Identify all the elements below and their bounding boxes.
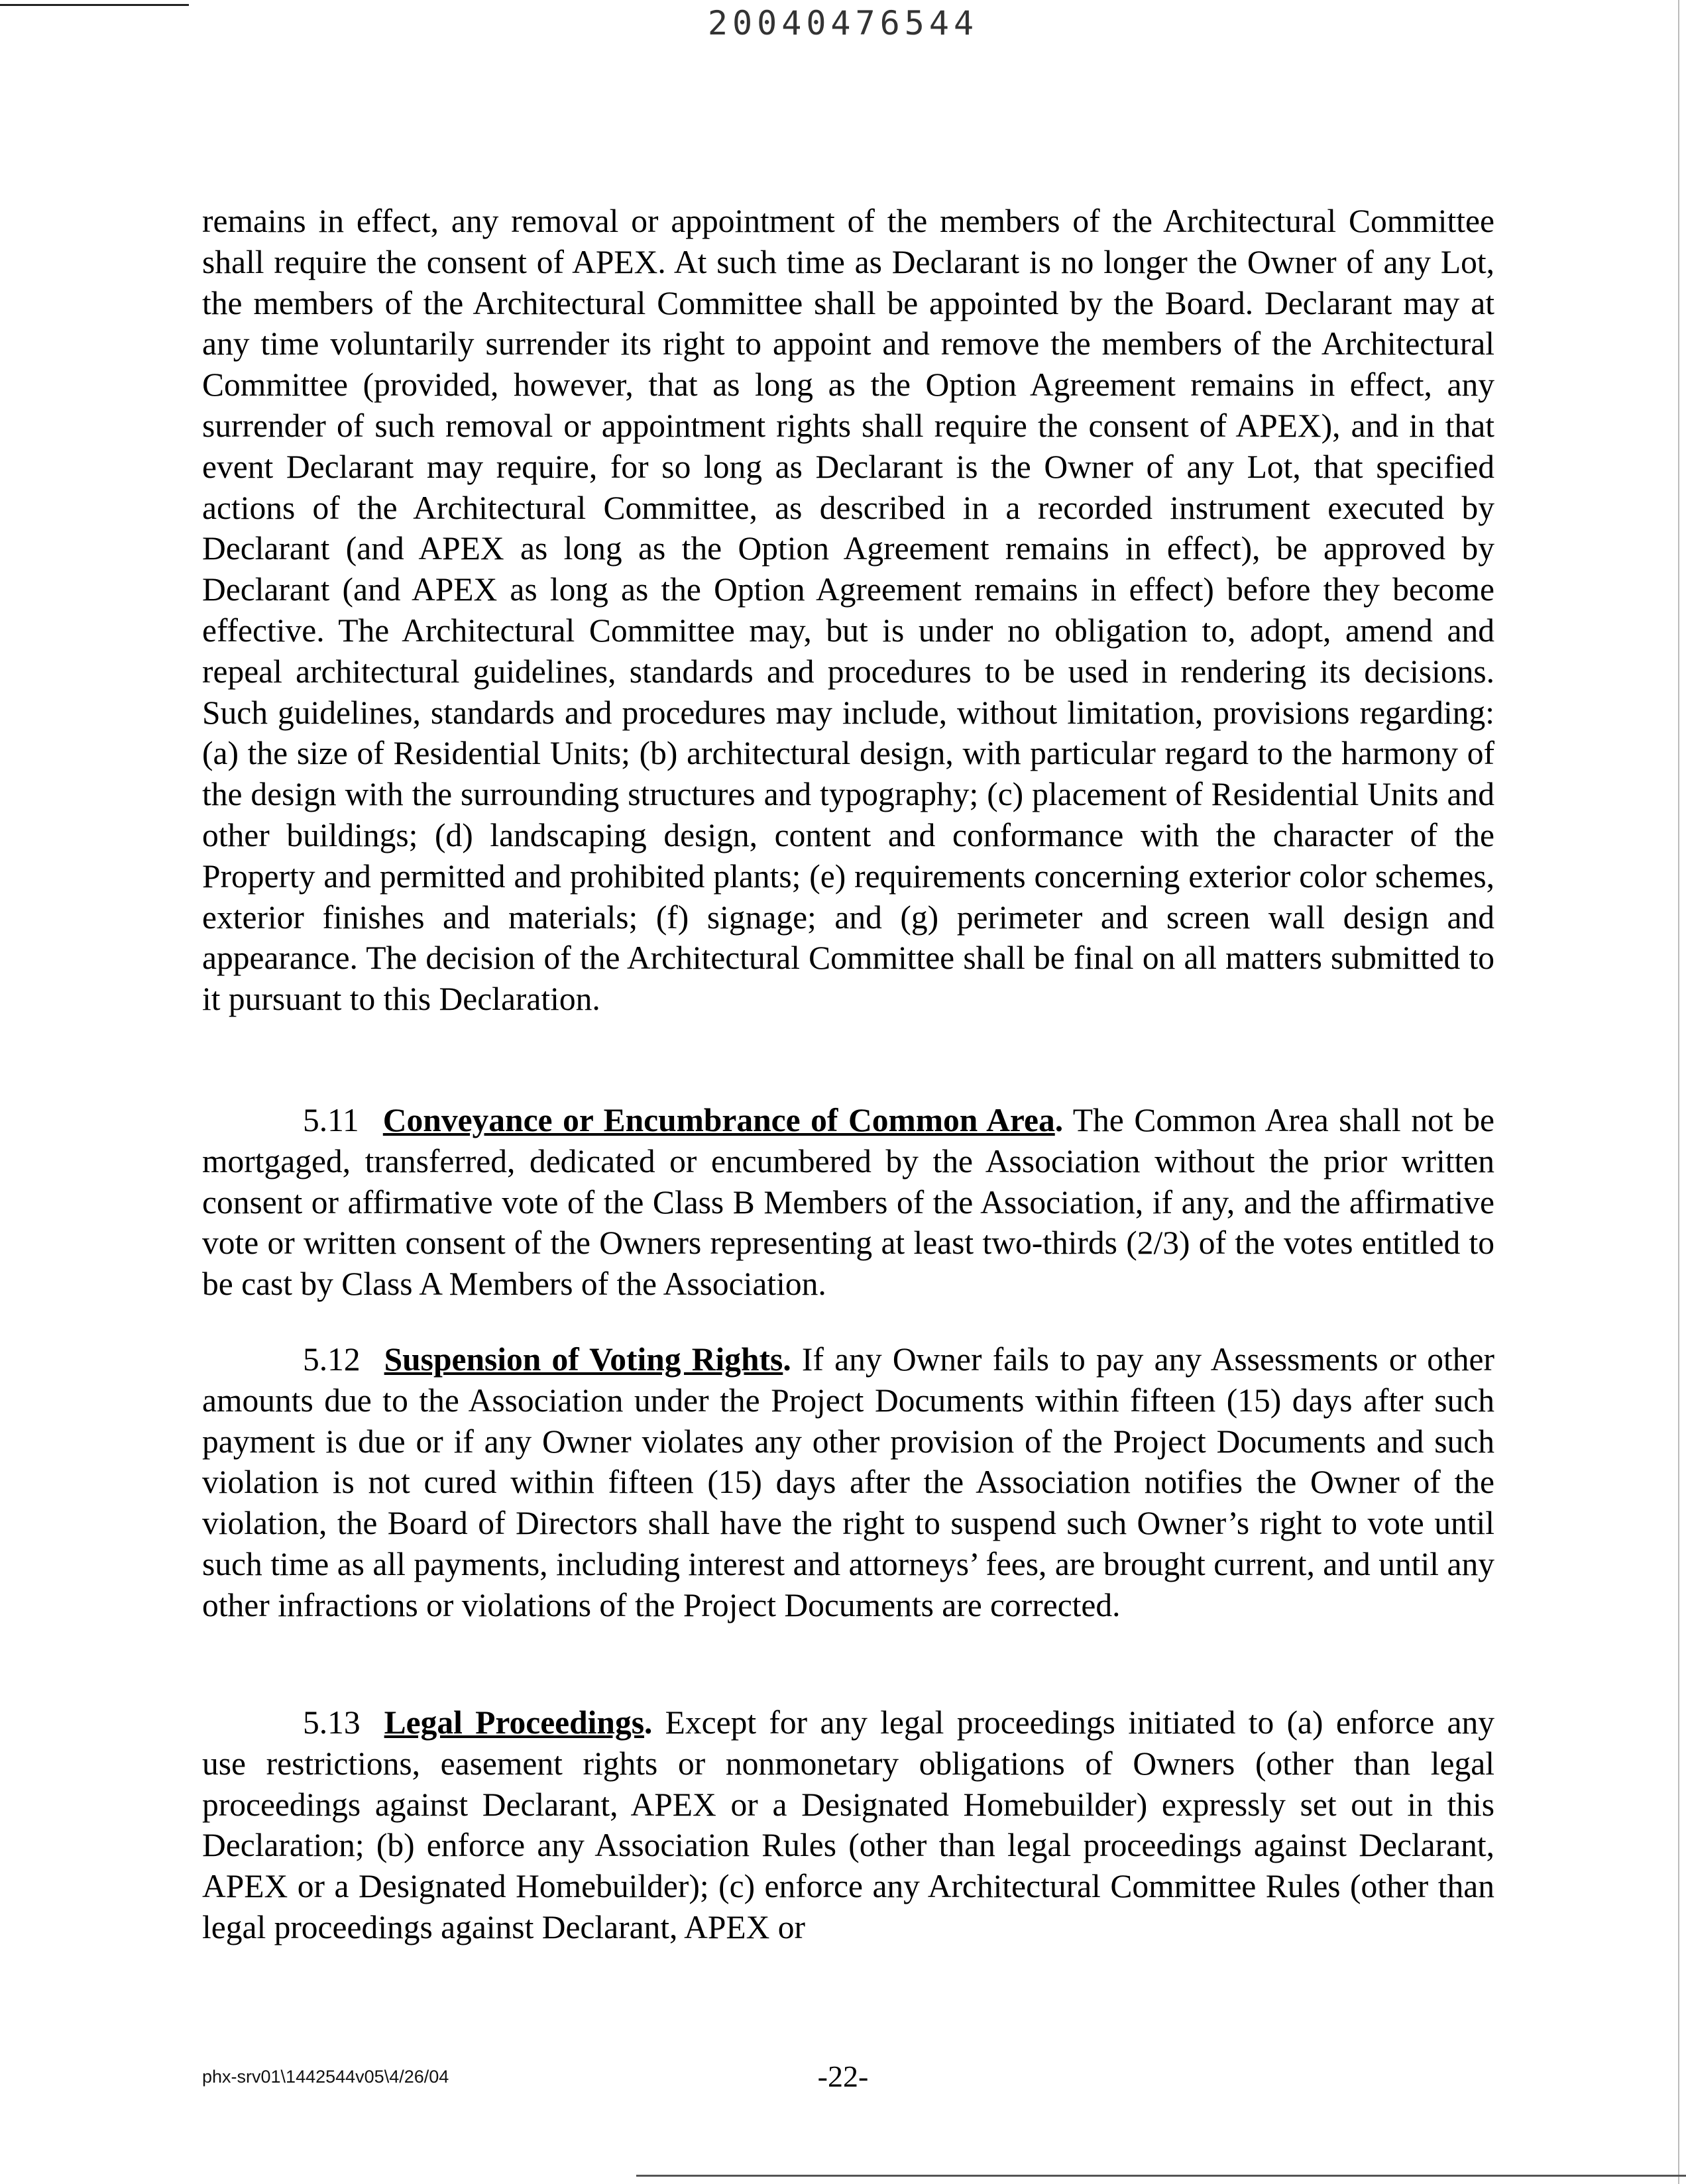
section-body: Except for any legal proceedings initiated to (a) enforce any use restrictions, easement rights or nonmonetary obligations of Owners (other than legal proceedings against Declarant, APEX or a Designated Homebuilder) expressly set out in this Declaration; (b) enforce any Association Rules (other than legal proceedings against Declarant, APEX or a Designated Homebuilder); (c) enforce any Architectural Committee Rules (other than legal proceedings against Declarant, APEX or xyxy=(202,1704,1494,1945)
section-heading: Legal Proceedings xyxy=(384,1704,644,1741)
section-body: The Common Area shall not be mortgaged, transferred, dedicated or encumbered by the Association without the prior written consent or affirmative vote of the Class B Members of the Association, if any, and the affirmative vote or written consent of the Owners representing at least two-thirds (2/3) of the votes entitled to be cast by Class A Members of the Association. xyxy=(202,1102,1494,1303)
bottom-scan-rule xyxy=(636,2175,1686,2177)
recording-number: 20040476544 xyxy=(707,4,979,42)
section-number: 5.13 xyxy=(303,1704,361,1741)
section-heading-period: . xyxy=(783,1341,791,1378)
section-number: 5.11 xyxy=(303,1102,359,1138)
paragraph-continuation: remains in effect, any removal or appointment of the members of the Architectural Committee shall require the consent of APEX. At such time as Declarant is no longer the Owner of any Lot, the members of the Architectural Committee shall be appointed by the Board. Declarant may at any time voluntarily surrender its right to appoint and remove the members of the Architectural Committee (provided, however, that as long as the Option Agreement remains in effect, any surrender of such removal or appointment rights shall require the consent of APEX), and in that event Declarant may require, for so long as Declarant is the Owner of any Lot, that specified actions of the Architectural Committee, as described in a recorded instrument executed by Declarant (and APEX as long as the Option Agreement remains in effect), be approved by Declarant (and APEX as long as the Option Agreement remains in effect) before they become effective. The Architectural Committee may, but is under no obligation to, adopt, amend and repeal architectural guidelines, standards and procedures to be used in rendering its decisions. Such guidelines, standards and procedures may include, without limitation, provisions regarding: (a) the size of Residential Units; (b) architectural design, with particular regard to the harmony of the design with the surrounding structures and typography; (c) placement of Residential Units and other buildings; (d) landscaping design, content and conformance with the character of the Property and permitted and prohibited plants; (e) requirements concerning exterior color schemes, exterior finishes and materials; (f) signage; and (g) perimeter and screen wall design and appearance. The decision of the Architectural Committee shall be final on all matters submitted to it pursuant to this Declaration. xyxy=(202,203,1494,1018)
section-number: 5.12 xyxy=(303,1341,361,1378)
section-heading: Suspension of Voting Rights xyxy=(384,1341,783,1378)
page-number: -22- xyxy=(817,2059,869,2093)
section-heading-period: . xyxy=(644,1704,653,1741)
section-5-11 xyxy=(202,1100,1494,1305)
section-5-13 xyxy=(202,1702,1494,1948)
section-heading: Conveyance or Encumbrance of Common Area xyxy=(382,1102,1055,1138)
section-body: If any Owner fails to pay any Assessments or other amounts due to the Association under the Project Documents within fifteen (15) days after such payment is due or if any Owner violates any other provision of the Project Documents and such violation is not cured within fifteen (15) days after the Association notifies the Owner of the violation, the Board of Directors shall have the right to suspend such Owner’s right to vote until such time as all payments, including interest and attorneys’ fees, are brought current, and until any other infractions or violations of the Project Documents are corrected. xyxy=(202,1341,1495,1623)
section-heading-period: . xyxy=(1054,1102,1064,1138)
right-scan-edge xyxy=(1678,0,1679,2184)
section-5-12 xyxy=(202,1339,1494,1626)
footer-file-id: phx-srv01\1442544v05\4/26/04 xyxy=(202,2067,449,2087)
